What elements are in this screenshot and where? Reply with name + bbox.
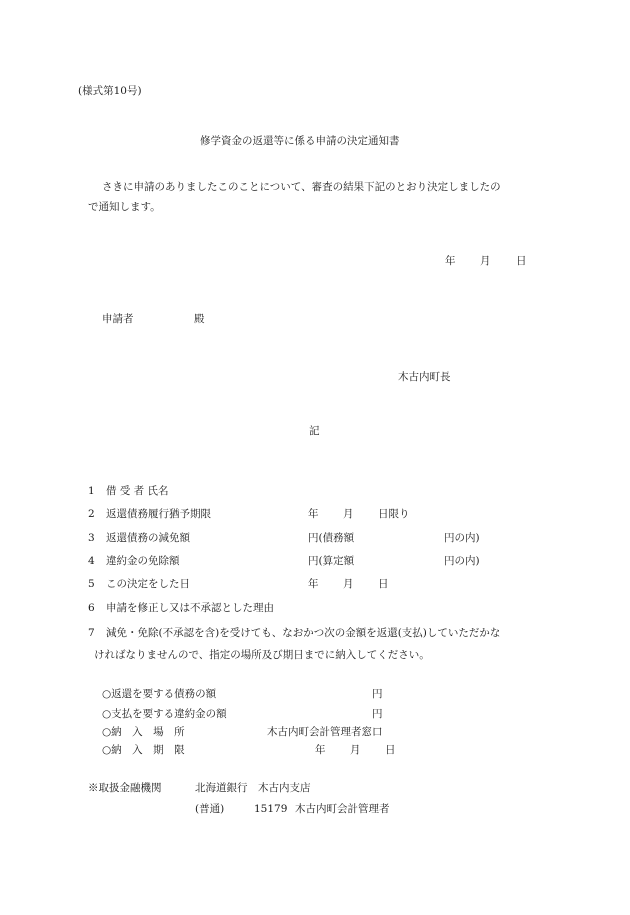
deadline-day: 日 [385,744,396,756]
issuer: 木古内町長 [398,371,451,383]
item-number: 3 [88,532,95,544]
applicant-honorific: 殿 [194,313,205,325]
account-holder: 木古内町会計管理者 [295,803,390,815]
item-amount-suffix: 円の内) [444,555,480,567]
item-amount-suffix: 円の内) [444,532,480,544]
document-title: 修学資金の返還等に係る申請の決定通知書 [200,135,400,147]
date-day: 日 [516,255,527,267]
debt-amount-unit: 円 [372,688,383,700]
deadline-year: 年 [315,744,326,756]
item-label: 減免・免除(不承認を含)を受けても、なおかつ次の金額を返還(支払)していただかな [106,627,501,639]
item-year: 年 [308,578,319,590]
item-label: 違約金の免除額 [106,555,180,567]
item-label: 申請を修正し又は不承認とした理由 [106,602,274,614]
item-number: 4 [88,555,95,567]
item-day: 日限り [378,508,410,520]
account-number: 15179 [254,803,288,815]
item-label: 借 受 者 氏名 [106,485,169,497]
item-label: 返還債務の減免額 [106,532,190,544]
date-year: 年 [445,255,456,267]
item-number: 5 [88,578,95,590]
item-amount-prefix: 円(債務額 [308,532,355,544]
date-month: 月 [480,255,491,267]
item-label: 返還債務履行猶予期限 [106,508,211,520]
item-number: 6 [88,602,95,614]
payment-place-value: 木古内町会計管理者窓口 [267,726,383,738]
payment-place-label: ○納 入 場 所 [102,726,185,738]
intro-line-2: で通知します。 [88,201,161,213]
item-number: 7 [88,627,95,639]
form-number: (様式第10号) [78,85,142,97]
payment-deadline-label: ○納 入 期 限 [102,744,185,756]
item-day: 日 [378,578,389,590]
bank-name: 北海道銀行 木古内支店 [195,782,311,794]
item-month: 月 [343,508,354,520]
item-year: 年 [308,508,319,520]
item-number: 1 [88,485,95,497]
item-label: この決定をした日 [106,578,190,590]
debt-amount-label: ○返還を要する債務の額 [102,688,217,700]
deadline-month: 月 [350,744,361,756]
penalty-amount-unit: 円 [372,708,383,720]
item-label-continued: ければなりませんので、指定の場所及び期日までに納入してください。 [94,649,430,661]
applicant-label: 申請者 [102,313,134,325]
bank-label: ※取扱金融機関 [88,782,162,794]
penalty-amount-label: ○支払を要する違約金の額 [102,708,227,720]
account-type: (普通) [195,803,225,815]
ki-marker: 記 [309,425,320,437]
intro-line-1: さきに申請のありましたこのことについて、審査の結果下記のとおり決定しましたの [102,181,501,193]
item-amount-prefix: 円(算定額 [308,555,355,567]
item-month: 月 [343,578,354,590]
item-number: 2 [88,508,95,520]
